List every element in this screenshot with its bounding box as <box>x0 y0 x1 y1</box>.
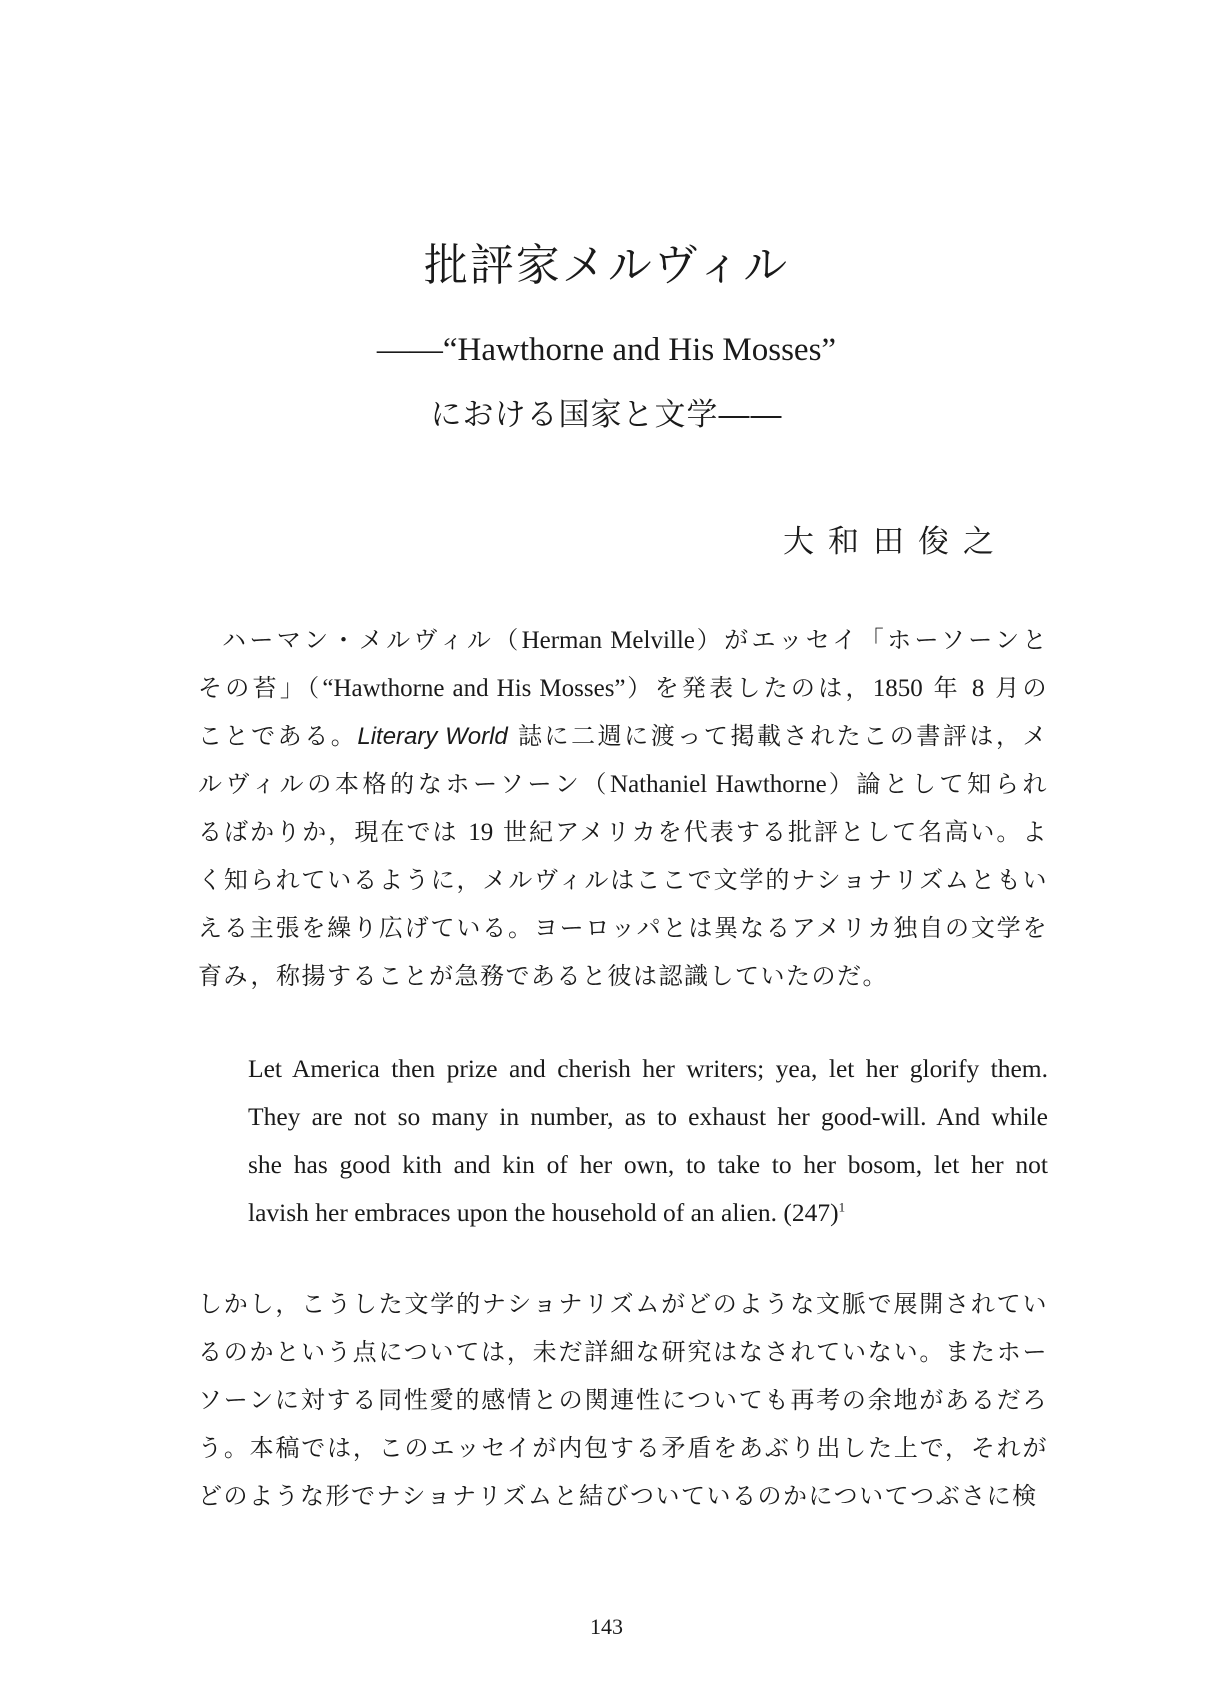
text-run: 誌に二週に渡って掲載されたこの書評は，メ <box>507 722 1049 750</box>
text-line <box>198 760 1048 808</box>
text-line <box>198 664 1048 712</box>
text-run: える主張を繰り広げている。ヨーロッパとは異なるアメリカ独自の文学を <box>198 914 1048 942</box>
quote-text: Let America then prize and cherish her writers; yea, let her glorify them. <box>248 1054 1048 1083</box>
text-line <box>198 904 1048 952</box>
footnote-marker[interactable]: 1 <box>838 1199 846 1215</box>
text-run: ）を発表したのは， <box>625 674 873 702</box>
text-run: るばかりか，現在では <box>198 818 469 846</box>
body-paragraph-continuation <box>198 1280 1048 1520</box>
text-run: 8 <box>971 675 985 702</box>
text-run: く知られているように，メルヴィルはここで文学的ナショナリズムともい <box>198 866 1048 894</box>
text-line <box>198 712 1048 760</box>
text-line <box>198 808 1048 856</box>
text-run: ルヴィルの本格的なホーソーン（ <box>198 770 611 798</box>
article-subtitle-line-1: ――“Hawthorne and His Mosses” <box>376 332 837 368</box>
body-paragraph-intro <box>198 616 1048 1000</box>
text-run: どのような形でナショナリズムと結びついているのかについてつぶさに検 <box>198 1482 1038 1510</box>
text-run: 育み，称揚することが急務であると彼は認識していたのだ。 <box>198 962 888 990</box>
text-run: しかし，こうした文学的ナショナリズムがどのような文脈で展開されてい <box>198 1290 1048 1318</box>
quote-text: They are not so many in number, as to exhaust her good-will. And while <box>248 1102 1048 1131</box>
text-run: その苔」（ <box>198 674 323 702</box>
page-number: 143 <box>590 1614 623 1639</box>
quote-line <box>248 1141 1048 1189</box>
text-run: るのかという点については，未だ詳細な研究はなされていない。またホー <box>198 1338 1048 1366</box>
block-quotation <box>248 1045 1048 1237</box>
text-run: Herman Melville <box>521 627 695 654</box>
text-line <box>198 856 1048 904</box>
text-run: 月の <box>984 674 1048 702</box>
text-line <box>198 1472 1048 1520</box>
quote-line <box>248 1189 1048 1237</box>
quote-line <box>248 1093 1048 1141</box>
italic-title-text: Literary World <box>357 723 508 750</box>
text-line <box>198 1280 1048 1328</box>
quote-text: lavish her embraces upon the household of an alien. (247) <box>248 1198 839 1227</box>
text-run: 19 <box>468 819 494 846</box>
text-run: Nathaniel Hawthorne <box>610 771 827 798</box>
text-run: ソーンに対する同性愛的感情との関連性についても再考の余地があるだろ <box>198 1386 1048 1414</box>
text-run: 世紀アメリカを代表する批評として名高い。よ <box>493 818 1048 846</box>
quote-line <box>248 1045 1048 1093</box>
text-run: ハーマン・メルヴィル（ <box>222 626 522 654</box>
article-title: 批評家メルヴィル <box>423 240 790 291</box>
text-line <box>198 1424 1048 1472</box>
text-line <box>198 616 1048 664</box>
text-run: “Hawthorne and His Mosses” <box>322 675 626 702</box>
text-run: ）論として知られ <box>826 770 1048 798</box>
text-line <box>198 1376 1048 1424</box>
text-run: ）がエッセイ「ホーソーンと <box>694 626 1048 654</box>
text-run: 1850 <box>872 675 923 702</box>
text-run: ことである。 <box>198 722 358 750</box>
text-line <box>198 1328 1048 1376</box>
text-run: う。本稿では，このエッセイが内包する矛盾をあぶり出した上で，それが <box>198 1434 1048 1462</box>
quote-text: she has good kith and kin of her own, to take to her bosom, let her not <box>248 1150 1048 1179</box>
author-name: 大和田俊之 <box>783 524 1008 560</box>
text-run: 年 <box>922 674 972 702</box>
article-subtitle-line-2: における国家と文学―― <box>430 397 783 433</box>
text-line <box>198 952 1048 1000</box>
